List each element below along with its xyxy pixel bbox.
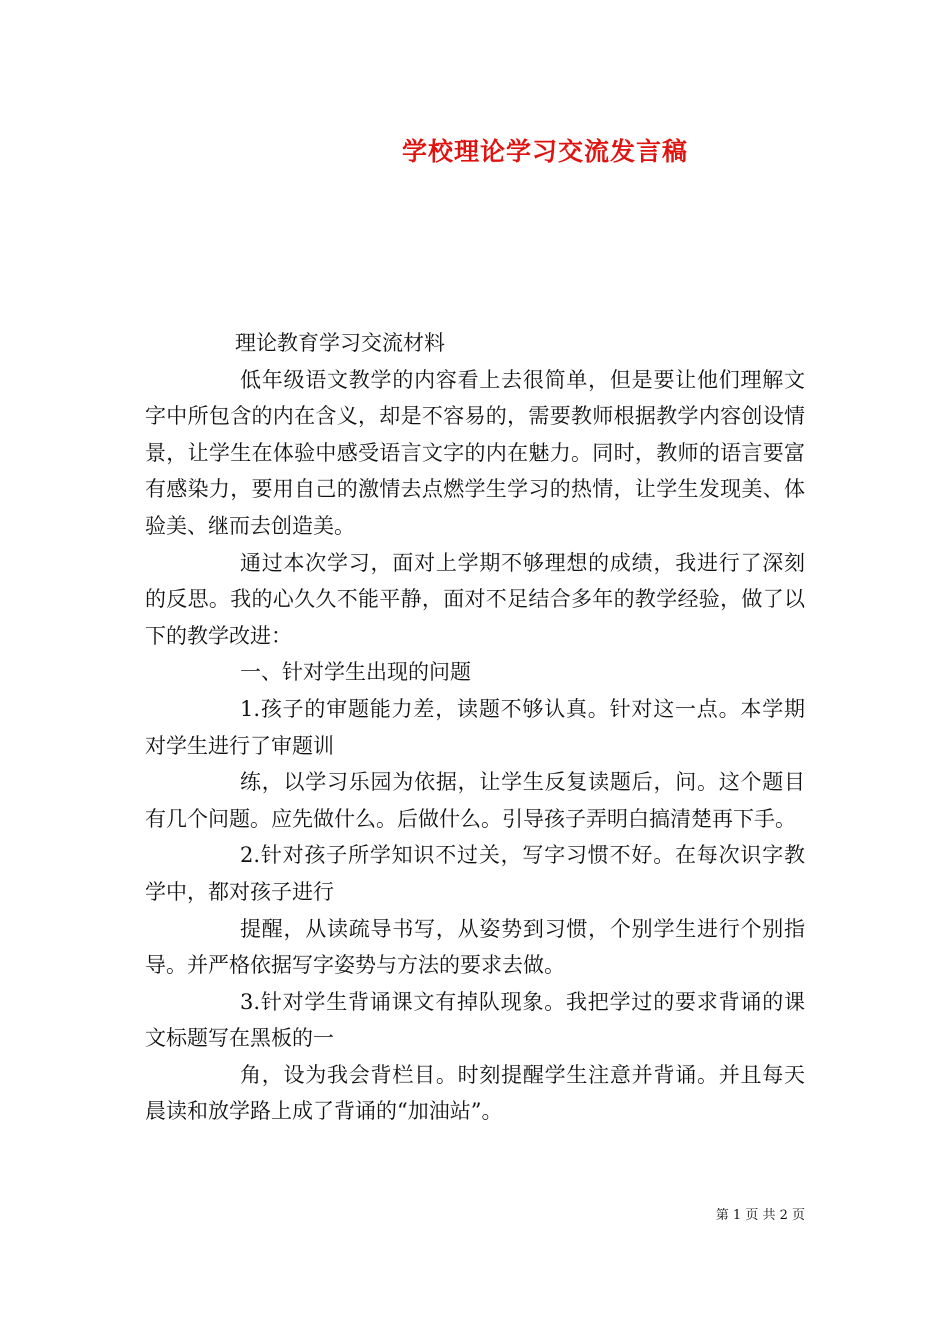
list-item-3-continued: 角，设为我会背栏目。时刻提醒学生注意并背诵。并且每天晨读和放学路上成了背诵的“加油站”。: [145, 1062, 805, 1124]
section-heading: 一、针对学生出现的问题: [240, 660, 471, 685]
document-body: [145, 325, 805, 1130]
page-number: 第 1 页 共 2 页: [715, 1208, 805, 1223]
list-item-3: 3.针对学生背诵课文有掉队现象。我把学过的要求背诵的课文标题写在黑板的一: [145, 989, 805, 1051]
paragraph-2: 通过本次学习，面对上学期不够理想的成绩，我进行了深刻的反思。我的心久久不能平静，面对不足结合多年的教学经验，做了以下的教学改进：: [145, 550, 805, 648]
document-title: 学校理论学习交流发言稿: [401, 137, 688, 166]
paragraph-1: 低年级语文教学的内容看上去很简单，但是要让他们理解文字中所包含的内在含义，却是不容易的，需要教师根据教学内容创设情景，让学生在体验中感受语言文字的内在魅力。同时，教师的语言要富有感染力，要用自己的激情去点燃学生学习的热情，让学生发现美、体验美、继而去创造美。: [145, 367, 805, 538]
list-item-2: 2.针对孩子所学知识不过关，写字习惯不好。在每次识字教学中，都对孩子进行: [145, 843, 805, 904]
list-item-1: 1.孩子的审题能力差，读题不够认真。针对这一点。本学期对学生进行了审题训: [145, 696, 805, 758]
subtitle: 理论教育学习交流材料: [235, 331, 445, 355]
list-item-1-continued: 练，以学习乐园为依据，让学生反复读题后，问。这个题目有几个问题。应先做什么。后做什么。引导孩子弄明白搞清楚再下手。: [145, 770, 805, 831]
list-item-2-continued: 提醒，从读疏导书写，从姿势到习惯，个别学生进行个别指导。并严格依据写字姿势与方法的要求去做。: [145, 916, 805, 978]
